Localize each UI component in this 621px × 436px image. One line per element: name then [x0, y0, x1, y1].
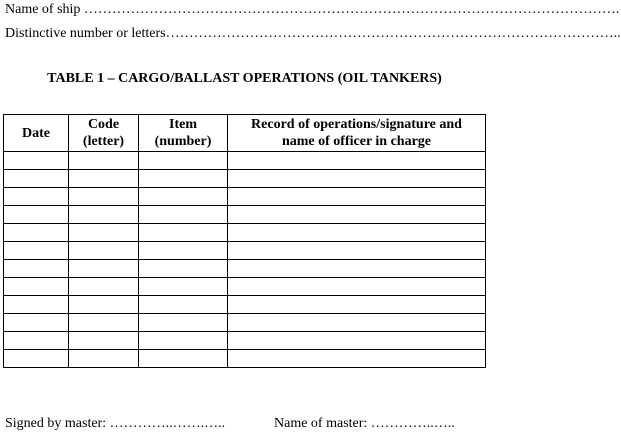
signed-by-master-field: Signed by master: …………..…….….. [5, 416, 226, 431]
table-row [4, 206, 486, 224]
table-cell [139, 152, 228, 170]
table-row [4, 224, 486, 242]
table-cell [69, 188, 139, 206]
header-record: Record of operations/signature and name of officer in charge [228, 115, 486, 152]
table-cell [139, 260, 228, 278]
table-cell [228, 314, 486, 332]
table-cell [228, 242, 486, 260]
table-cell [228, 206, 486, 224]
table-cell [69, 260, 139, 278]
table-cell [228, 188, 486, 206]
table-cell [4, 260, 69, 278]
header-date: Date [4, 115, 69, 152]
table-row [4, 278, 486, 296]
table-title: TABLE 1 – CARGO/BALLAST OPERATIONS (OIL TANKERS) [47, 71, 442, 86]
header-code: Code (letter) [69, 115, 139, 152]
table-row [4, 296, 486, 314]
table-cell [139, 332, 228, 350]
table-cell [4, 224, 69, 242]
table-cell [4, 152, 69, 170]
table-cell [139, 314, 228, 332]
table-cell [69, 152, 139, 170]
table-cell [69, 242, 139, 260]
table-cell [139, 188, 228, 206]
table-cell [69, 314, 139, 332]
table-cell [4, 332, 69, 350]
table-cell [228, 278, 486, 296]
table-cell [4, 350, 69, 368]
table-row [4, 260, 486, 278]
table-cell [69, 170, 139, 188]
table-cell [228, 224, 486, 242]
table-cell [139, 296, 228, 314]
table-cell [69, 332, 139, 350]
table-cell [69, 278, 139, 296]
table-header-row [4, 115, 486, 152]
table-cell [139, 224, 228, 242]
table-cell [4, 206, 69, 224]
table-cell [228, 296, 486, 314]
table-cell [4, 242, 69, 260]
table-row [4, 152, 486, 170]
table-cell [228, 332, 486, 350]
cargo-ballast-table [3, 114, 486, 368]
table-row [4, 188, 486, 206]
table-row [4, 332, 486, 350]
table-cell [228, 170, 486, 188]
table-cell [69, 350, 139, 368]
table-cell [139, 350, 228, 368]
table-cell [4, 296, 69, 314]
table-cell [4, 188, 69, 206]
table-cell [69, 206, 139, 224]
table-cell [139, 170, 228, 188]
table-cell [228, 152, 486, 170]
table-cell [139, 242, 228, 260]
table-cell [69, 224, 139, 242]
table-cell [69, 296, 139, 314]
table-cell [228, 260, 486, 278]
table-row [4, 170, 486, 188]
table-cell [4, 314, 69, 332]
table-row [4, 314, 486, 332]
ship-name-field: Name of ship ……………………………………………………………………………………………………. [5, 2, 620, 17]
distinctive-number-field: Distinctive number or letters…………………………………………………………………………………….. [5, 26, 621, 41]
table-cell [139, 206, 228, 224]
table-cell [4, 278, 69, 296]
table-cell [228, 350, 486, 368]
table-row [4, 350, 486, 368]
name-of-master-field: Name of master: …………..….. [274, 416, 455, 431]
table-cell [139, 278, 228, 296]
header-item: Item (number) [139, 115, 228, 152]
table-row [4, 242, 486, 260]
table-cell [4, 170, 69, 188]
